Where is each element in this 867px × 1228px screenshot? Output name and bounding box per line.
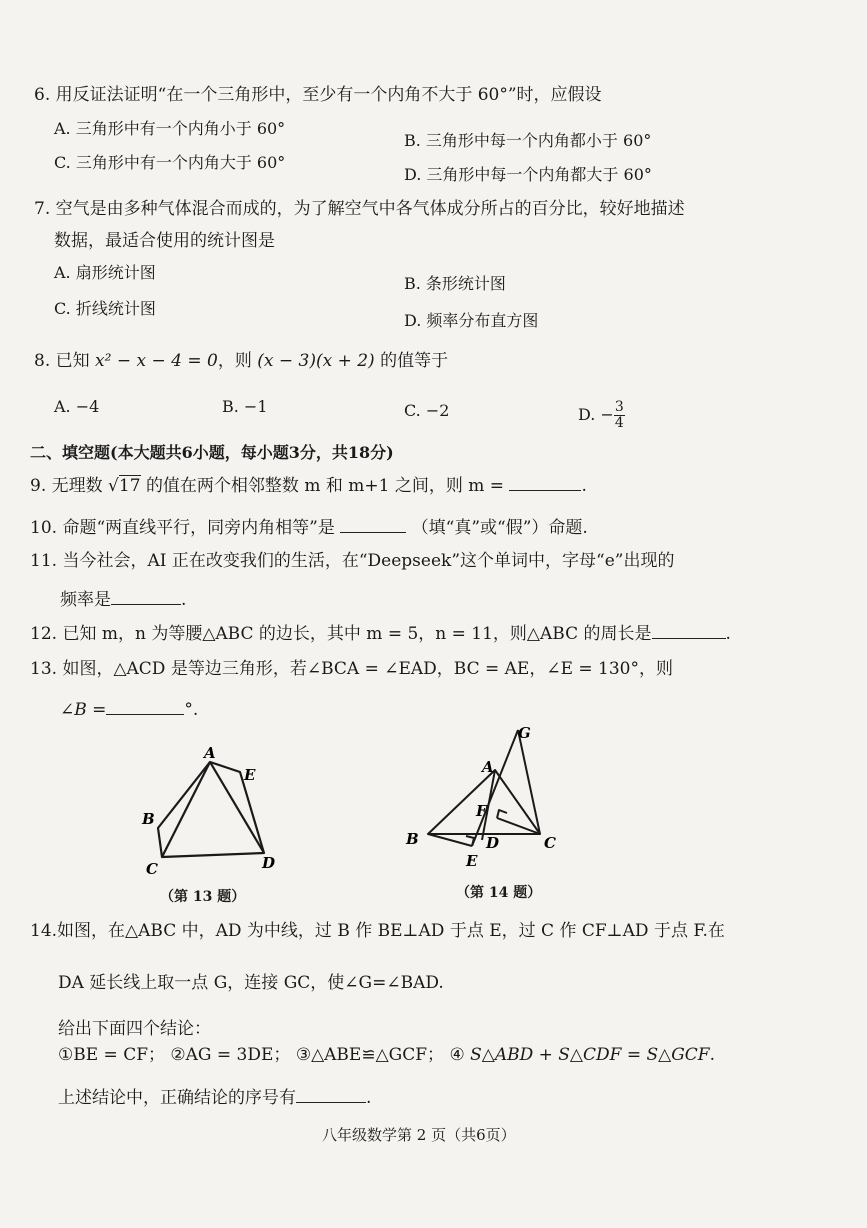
label-D: D <box>262 854 276 872</box>
question-6-stem: 6. 用反证法证明“在一个三角形中，至少有一个内角不大于 60°”时，应假设 <box>34 85 602 105</box>
question-13-line2: ∠B = °. <box>60 700 199 720</box>
line-GE <box>472 730 518 846</box>
question-6-option-c: C. 三角形中有一个内角大于 60° <box>54 153 286 172</box>
page-footer: 八年级数学第 2 页（共6页） <box>322 1126 516 1144</box>
question-8-stem: 8. 已知 x² − x − 4 = 0，则 (x − 3)(x + 2) 的值等于 <box>34 351 449 371</box>
answer-blank-12[interactable] <box>652 622 726 639</box>
conclusion-3: ③△ABE≌△GCF； <box>295 1045 445 1065</box>
question-7-stem-line2: 数据，最适合使用的统计图是 <box>54 231 275 251</box>
figure-13 <box>130 740 290 880</box>
question-11: 11. 当今社会，AI 正在改变我们的生活，在“Deepseek”这个单词中，字母“e”出现的 <box>30 551 675 571</box>
question-8-equation: x² − x − 4 = 0 <box>95 351 218 371</box>
label-E: E <box>244 766 256 784</box>
answer-blank-11[interactable] <box>111 588 181 605</box>
question-10: 10. 命题“两直线平行，同旁内角相等”是 （填“真”或“假”）命题. <box>30 518 588 538</box>
question-6-option-a: A. 三角形中有一个内角小于 60° <box>54 119 286 138</box>
question-8-option-c: C. −2 <box>404 401 450 420</box>
label-C: C <box>146 860 158 878</box>
question-14: 14.如图，在△ABC 中，AD 为中线，过 B 作 BE⊥AD 于点 E，过 C 作 CF⊥AD 于点 F.在 <box>30 921 725 941</box>
question-11-line2: 频率是 . <box>60 590 187 610</box>
question-7-stem: 7. 空气是由多种气体混合而成的，为了解空气中各气体成分所占的百分比，较好地描述 <box>34 199 685 219</box>
question-9: 9. 无理数 √17 的值在两个相邻整数 m 和 m+1 之间，则 m = . <box>30 476 587 496</box>
section-2-title: 二、填空题(本大题共6小题，每小题3分，共18分) <box>30 443 394 462</box>
question-14-line3: 给出下面四个结论： <box>58 1019 211 1039</box>
label-E: E <box>466 852 478 870</box>
label-D: D <box>486 834 500 852</box>
label-F: F <box>476 802 487 820</box>
right-angle-mark-F <box>497 810 507 818</box>
question-14-line5: 上述结论中，正确结论的序号有 . <box>58 1088 372 1108</box>
label-G: G <box>518 724 531 742</box>
conclusion-2: ②AG = 3DE； <box>170 1045 291 1065</box>
conclusion-4: ④ S△ABD + S△CDF = S△GCF. <box>449 1045 715 1065</box>
question-8-option-d: D. − $\frac{3}{4}$ <box>578 399 624 431</box>
segment-AC <box>162 762 210 857</box>
label-C: C <box>544 834 556 852</box>
label-A: A <box>204 744 216 762</box>
answer-blank-14[interactable] <box>296 1086 366 1103</box>
figure-14 <box>400 722 570 872</box>
question-14-conclusions <box>58 1044 715 1066</box>
question-8-option-a: A. −4 <box>54 397 100 416</box>
question-7-option-c: C. 折线统计图 <box>54 299 156 318</box>
segment-AD <box>210 762 264 853</box>
label-A: A <box>482 758 494 776</box>
sqrt-symbol: √ <box>108 476 119 496</box>
segment-BE <box>428 834 472 846</box>
answer-blank-13[interactable] <box>106 698 184 715</box>
question-8-expression: (x − 3)(x + 2) <box>257 351 375 371</box>
fraction-denominator: 4 <box>614 415 624 431</box>
question-8-option-b: B. −1 <box>222 397 268 416</box>
label-B: B <box>142 810 155 828</box>
question-6-option-b: B. 三角形中每一个内角都小于 60° <box>404 131 652 150</box>
question-13: 13. 如图，△ACD 是等边三角形，若∠BCA = ∠EAD，BC = AE，∠E = 130°，则 <box>30 659 673 679</box>
conclusion-1: ①BE = CF； <box>58 1045 165 1065</box>
answer-blank-10[interactable] <box>340 516 406 533</box>
fraction-numerator: 3 <box>614 399 624 415</box>
figure-14-caption: （第 14 题） <box>456 885 542 901</box>
question-7-option-b: B. 条形统计图 <box>404 274 506 293</box>
question-6-option-d: D. 三角形中每一个内角都大于 60° <box>404 165 652 184</box>
question-7-option-d: D. 频率分布直方图 <box>404 311 539 330</box>
figure-13-caption: （第 13 题） <box>160 889 246 905</box>
label-B: B <box>406 830 419 848</box>
answer-blank-9[interactable] <box>509 474 581 491</box>
question-14-line2: DA 延长线上取一点 G，连接 GC，使∠G=∠BAD. <box>58 973 444 993</box>
question-7-option-a: A. 扇形统计图 <box>54 263 156 282</box>
question-12: 12. 已知 m，n 为等腰△ABC 的边长，其中 m = 5，n = 11，则△ABC 的周长是 . <box>30 624 731 644</box>
